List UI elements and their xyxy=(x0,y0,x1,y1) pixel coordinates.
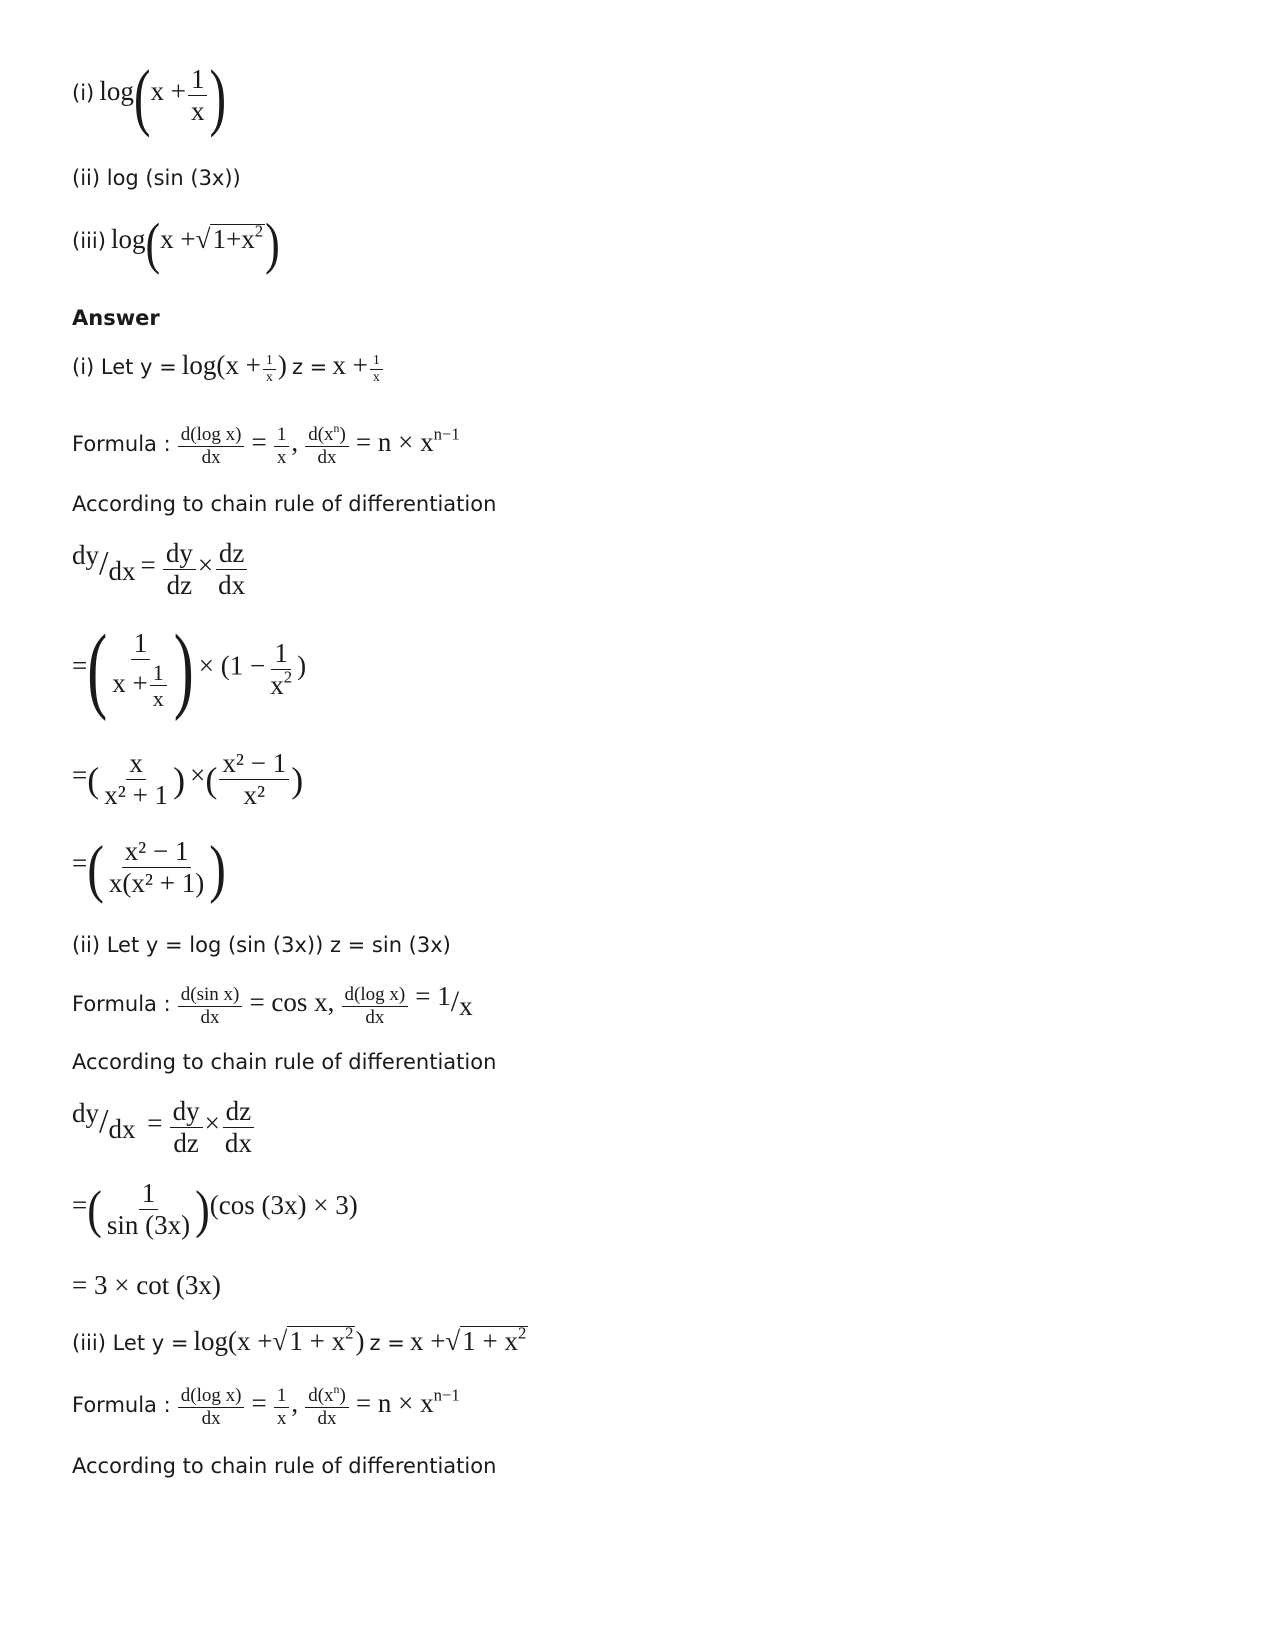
question-item-1 xyxy=(72,53,227,138)
formula-label: Formula : xyxy=(72,431,171,456)
question-item-3 xyxy=(72,211,280,276)
let-expr: log(x + xyxy=(193,1326,273,1356)
z-expr: x + xyxy=(409,1326,446,1356)
paren-right: ) xyxy=(195,1180,210,1239)
log-text: log xyxy=(110,224,146,254)
slash: / xyxy=(99,545,109,583)
tail-expr: × (1 − xyxy=(198,650,266,681)
let-expr: log(x + xyxy=(181,350,261,380)
expr-text: x + xyxy=(160,224,196,254)
let-label: (iii) Let y = xyxy=(72,1331,189,1355)
denominator: x xyxy=(190,96,205,127)
part2-let: (ii) Let y = log (sin (3x)) z = sin (3x) xyxy=(72,933,451,957)
fraction: $\frac{1}{x}$ xyxy=(274,1385,290,1430)
part1-step2 xyxy=(72,616,307,722)
part1-let xyxy=(72,350,385,386)
times: × xyxy=(204,1108,220,1139)
denominator: dx xyxy=(201,446,221,468)
times: × xyxy=(197,550,214,581)
paren-right: ) xyxy=(173,759,186,800)
equals: = xyxy=(140,550,156,581)
denominator: x xyxy=(276,446,287,468)
fraction xyxy=(178,424,245,469)
tail-expr: (cos (3x) × 3) xyxy=(209,1190,358,1221)
part2-step3: = 3 × cot (3x) xyxy=(72,1270,221,1300)
numerator: 1 xyxy=(188,64,208,96)
paren-right: ) xyxy=(291,759,304,800)
exponent: 2 xyxy=(254,221,264,241)
paren-left: ( xyxy=(133,53,151,138)
rhs: = $n \times x^{n-1}$ xyxy=(355,1385,460,1418)
paren-right: ) xyxy=(209,53,227,138)
sqrt-sign: √ xyxy=(272,1326,288,1356)
denominator: dx xyxy=(108,556,136,587)
paren-right: ) xyxy=(173,616,194,722)
fraction: $\frac{x}{\text{x² + 1}}$ xyxy=(104,748,169,811)
equals: = xyxy=(72,650,88,681)
paren-right: ) xyxy=(209,831,226,904)
fraction: $\frac{\text{x² − 1}}{\text{x(x² + 1)}}$ xyxy=(108,836,205,899)
rhs: = $n \times x^{n-1}$ xyxy=(355,424,460,457)
equals: = xyxy=(72,1190,88,1221)
paren-left: ( xyxy=(145,211,161,276)
slash: / xyxy=(99,1103,109,1141)
z-label: z = xyxy=(291,355,328,379)
paren-left: ( xyxy=(87,831,104,904)
fraction xyxy=(274,424,290,469)
fraction: $\frac{dz}{dx}$ xyxy=(222,1096,255,1159)
part3-formula xyxy=(72,1382,460,1430)
part2-chain-text: According to chain rule of differentiation xyxy=(72,1050,497,1074)
paren-right: ) xyxy=(277,350,287,380)
fraction xyxy=(305,421,349,469)
paren-left: ( xyxy=(87,1180,102,1239)
numerator: dy xyxy=(72,1098,99,1129)
sqrt-content: $1 + x^2$ xyxy=(289,1323,354,1356)
fraction: $\frac{\text{d(log x)}}{dx}$ xyxy=(178,1385,245,1430)
equals: = xyxy=(72,848,88,879)
item-label: (iii) xyxy=(72,229,106,253)
z-label: z = xyxy=(369,1331,405,1355)
part1-chain-text: According to chain rule of differentiation xyxy=(72,492,497,516)
sqrt-text: 1+x xyxy=(212,224,255,254)
equals: = xyxy=(251,1387,267,1418)
numerator: $d(x^n)$ xyxy=(305,424,349,447)
sqrt-content: $1 + x^2$ xyxy=(462,1323,527,1356)
expr-text: x + xyxy=(150,76,186,107)
numerator: dy xyxy=(72,540,99,571)
sqrt-content xyxy=(210,221,265,255)
question-item-2: (ii) log (sin (3x)) xyxy=(72,166,241,190)
part1-step1 xyxy=(72,538,250,601)
fraction: $\frac{dz}{dx}$ xyxy=(215,538,248,601)
fraction: $\frac{1}{\sin (3x)}$ xyxy=(106,1178,191,1241)
rhs: = cos x, xyxy=(249,987,335,1017)
numerator: 1 xyxy=(274,424,290,447)
paren-right: ) xyxy=(297,650,307,681)
part1-step3 xyxy=(72,748,303,811)
comma: , xyxy=(291,1387,299,1418)
equals: = xyxy=(251,426,267,457)
fraction: $\frac{\text{x² − 1}}{\text{x²}}$ xyxy=(219,748,289,811)
paren-right: ) xyxy=(355,1326,365,1356)
part2-formula xyxy=(72,981,473,1029)
fraction: $\frac{\text{d(log x)}}{dx}$ xyxy=(342,984,409,1029)
paren-right: ) xyxy=(265,211,280,276)
fraction: $\frac{dy}{dz}$ xyxy=(170,1096,203,1159)
part2-step1 xyxy=(72,1096,257,1159)
rhs: = 1/x xyxy=(415,981,473,1021)
fraction: $\frac{d(x^n)}{dx}$ xyxy=(305,1385,349,1430)
equals: = xyxy=(72,760,88,791)
answer-heading: Answer xyxy=(72,306,160,330)
sqrt-sign: √ xyxy=(445,1326,461,1356)
item-label: (i) xyxy=(72,81,95,106)
sqrt-sign: √ xyxy=(195,224,211,254)
paren-left: ( xyxy=(87,616,108,722)
fraction: $\frac{dy}{dz}$ xyxy=(163,538,196,601)
denominator: dx xyxy=(317,446,337,468)
fraction: $\frac{1}{x^2}$ xyxy=(270,638,293,701)
part1-formula xyxy=(72,421,460,469)
fraction: $\frac{1}{x}$ xyxy=(370,353,383,386)
formula-label: Formula : xyxy=(72,1392,171,1417)
part3-let xyxy=(72,1323,528,1357)
comma: , xyxy=(291,426,299,457)
z-expr: x + xyxy=(332,350,368,380)
part1-step4 xyxy=(72,831,226,904)
let-label: (i) Let y = xyxy=(72,355,177,379)
fraction: $\frac{\text{d(sin x)}}{dx}$ xyxy=(178,984,243,1029)
paren-left: ( xyxy=(87,759,100,800)
fraction: $\frac{1}{x}$ xyxy=(263,353,276,386)
paren-left: ( xyxy=(205,759,218,800)
log-text: log xyxy=(99,76,134,107)
times: × xyxy=(190,760,206,791)
formula-label: Formula : xyxy=(72,992,171,1016)
denominator: dx xyxy=(108,1114,136,1145)
equals: = xyxy=(140,1108,163,1139)
numerator: d(log x) xyxy=(178,424,245,447)
fraction: 1 x + $\frac{1}{x}$ xyxy=(109,628,171,712)
part3-chain-text: According to chain rule of differentiation xyxy=(72,1454,497,1478)
part2-step2 xyxy=(72,1178,358,1241)
fraction xyxy=(188,64,208,127)
